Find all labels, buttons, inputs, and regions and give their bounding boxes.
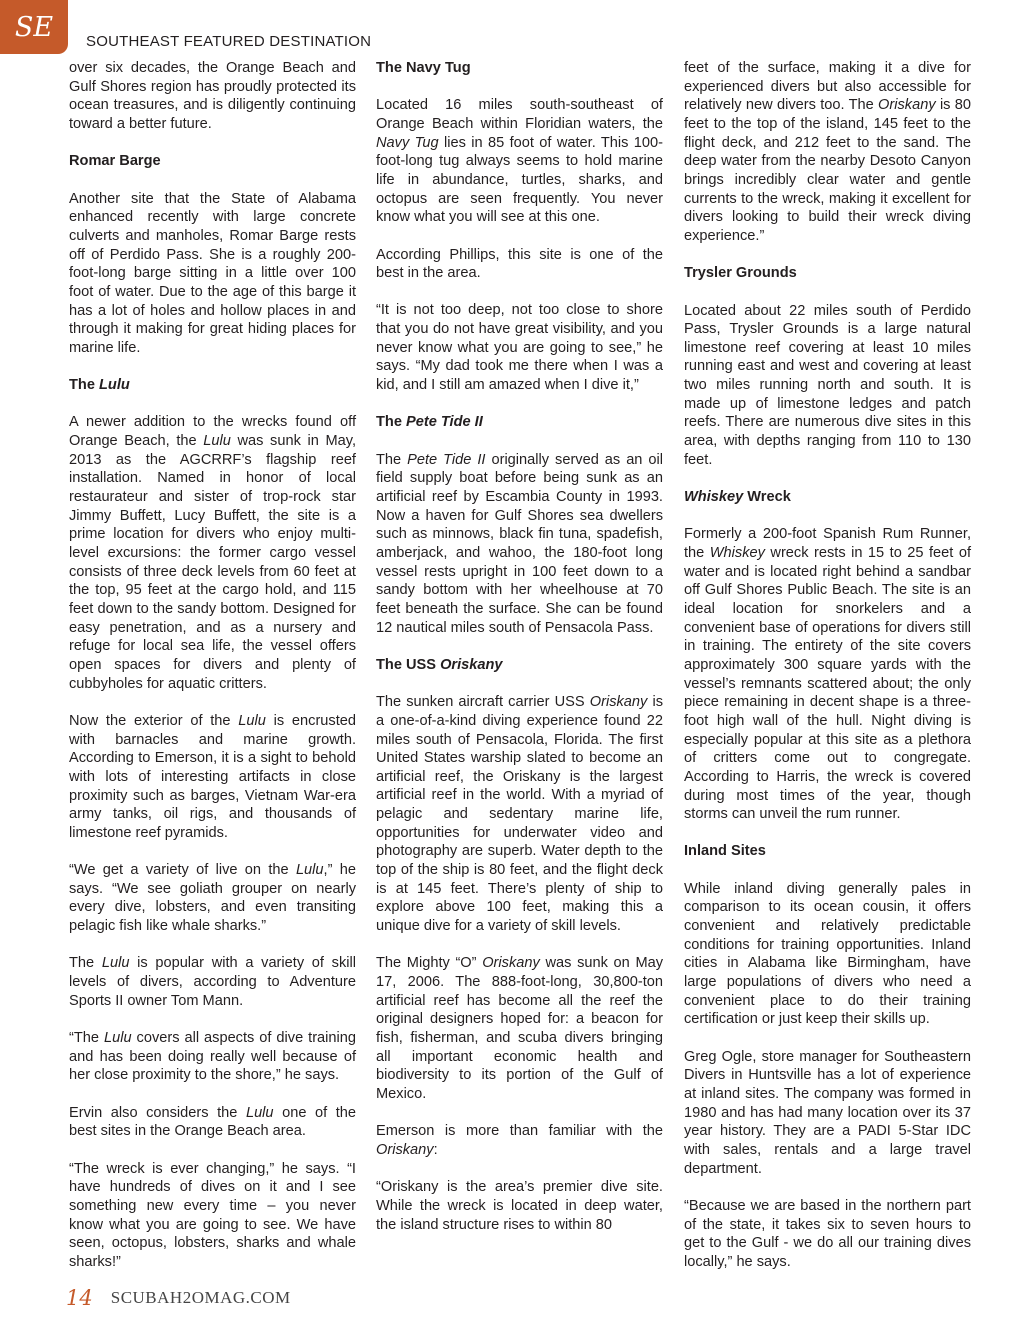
section-label: SOUTHEAST FEATURED DESTINATION bbox=[86, 33, 372, 50]
paragraph: feet of the surface, making it a dive for experienced divers but also accessible for relatively new divers too. The Oriskany is 80 feet to the top of the island, 145 feet to the flight deck, and 212 feet to the sand. The deep water from the nearby Desoto Canyon brings incredibly clear water and gentle currents to the wreck, making it excellent for divers looking to build their wreck diving experience.” bbox=[684, 60, 972, 244]
paragraph: While inland diving generally pales in comparison to its ocean cousin, it offers convenient and relatively predictable conditions for training opportunities. Inland cities in Alabama like Birmingham, have large populations of divers who need a convenient place to do their training certification or just keep their skills up. bbox=[684, 880, 971, 1028]
heading-inland-sites: Inland Sites bbox=[684, 843, 766, 860]
paragraph: Located about 22 miles south of Perdido Pass, Trysler Grounds is a large natural limestone reef covering at least 10 miles running east and west and covering at least two miles running north and south. It is made up of limestone ledges and patch reefs. There are numerous dive sites in this area, with depths ranging from 110 to 130 feet. bbox=[684, 302, 971, 468]
heading-pete-tide: The Pete Tide II bbox=[376, 414, 483, 431]
paragraph: Formerly a 200-foot Spanish Rum Runner, the Whiskey wreck rests in 15 to 25 feet of water and is located right behind a sandbar off Gulf Shores Public Beach. The site is an ideal location for snorkelers and a convenient base of operations for divers still in training. The entirety of the site covers approximately 300 square yards with the vessel’s remnants scattered about; the only piece remaining in decent shape is a three-foot high wall of the hull. Night diving is especially popular at this site as a plethora of critters come out to congregate. According to Harris, the wreck is covered during most times of the year, though storms can unveil the rum runner. bbox=[684, 526, 971, 823]
site-url: SCUBAH2OMAG.COM bbox=[110, 1288, 291, 1307]
page-number: 14 bbox=[66, 1286, 93, 1310]
article-column-3 bbox=[684, 59, 971, 1272]
heading-trysler-grounds: Trysler Grounds bbox=[684, 265, 797, 282]
paragraph: Emerson is more than familiar with the Oriskany: bbox=[376, 1123, 663, 1158]
paragraph: Another site that the State of Alabama enhanced recently with large concrete culverts and manholes, Romar Barge rests off of Perdido Pass. She is a roughly 200-foot-long barge sitting in a little over 100 foot of water. Due to the age of this barge it has a lot of holes and hollow places in and through it making for great hiding places for marine life. bbox=[69, 190, 356, 356]
paragraph: Now the exterior of the Lulu is encrusted with barnacles and marine growth. According to Emerson, it is a sight to behold with lots of interesting artifacts in close proximity such as barges, Vietnam War-era army tanks, oil rigs, and thousands of limestone reef pyramids. bbox=[69, 712, 357, 841]
paragraph: “The wreck is ever changing,” he says. “I have hundreds of dives on it and I see something new every time – you never know what you are going to see. We have seen, octopus, lobsters, sharks and whale sharks!” bbox=[69, 1160, 356, 1270]
paragraph: “Oriskany is the area’s premier dive site. While the wreck is located in deep water, the island structure rises to within 80 bbox=[376, 1179, 663, 1233]
paragraph: “The Lulu covers all aspects of dive training and has been doing really well because of her close proximity to the shore,” he says. bbox=[69, 1030, 357, 1084]
heading-romar-barge: Romar Barge bbox=[69, 153, 161, 170]
paragraph: Located 16 miles south-southeast of Orange Beach within Floridian waters, the Navy Tug lies in 85 foot of water. This 100-foot-long tug always seems to hold marine life in abundance, turtles, sharks, and octopus are seen frequently. You never know what you will see at this one. bbox=[376, 97, 663, 226]
paragraph: The Mighty “O” Oriskany was sunk on May 17, 2006. The 888-foot-long, 30,800-ton artificial reef has become all the reef the original designers hoped for: a beacon for fish, fisherman, and scuba divers bringing all important economic health and biodiversity to its portion of the Gulf of Mexico. bbox=[376, 955, 664, 1102]
badge-text: SE bbox=[14, 11, 54, 43]
paragraph: “We get a variety of live on the Lulu,” he says. “We see goliath grouper on nearly every dive, lobsters, and even transiting pelagic fish like whale sharks.” bbox=[69, 862, 356, 935]
page-footer bbox=[66, 1286, 291, 1310]
paragraph: Ervin also considers the Lulu one of the best sites in the Orange Beach area. bbox=[69, 1104, 356, 1140]
heading-the-lulu: The Lulu bbox=[69, 377, 130, 394]
paragraph: The Lulu is popular with a variety of skill levels of divers, according to Adventure Sports II owner Tom Mann. bbox=[69, 955, 356, 1009]
heading-uss-oriskany: The USS Oriskany bbox=[376, 656, 503, 673]
paragraph: “It is not too deep, not too close to shore that you do not have great visibility, and you never know what you are going to see,” he says. “My dad took me there when I was a kid, and I still am amazed when I dive it,” bbox=[376, 302, 663, 394]
heading-whiskey-wreck: Whiskey Wreck bbox=[684, 489, 791, 506]
paragraph: The Pete Tide II originally served as an oil field supply boat before being sunk as an artificial reef by Escambia County in 1993. Now a haven for Gulf Shores sea dwellers such as minnows, black fin tuna, spadefish, amberjack, and wahoo, the 180-foot long vessel rests upright in 100 feet down to a sandy bottom with her wheelhouse at 70 feet beneath the surface. She can be found 12 nautical miles south of Pensacola Pass. bbox=[376, 451, 663, 636]
paragraph: A newer addition to the wrecks found off Orange Beach, the Lulu was sunk in May, 2013 as the AGCRRF’s flagship reef installation. Named in honor of local restaurateur and sister of trop-rock star Jimmy Buffett, Lucy Buffett, the site is a prime location for divers who enjoy multi-level excursions: the former cargo vessel consists of three deck levels from 60 feet at the top, 95 feet at the cargo hold, and 115 feet down to the sandy bottom. Designed for easy penetration, and as a nursery and refuge for local sea life, the vessel offers open spaces for divers and plenty of cubbyholes for aquatic critters. bbox=[69, 414, 357, 692]
heading-navy-tug: The Navy Tug bbox=[376, 60, 471, 76]
paragraph: According Phillips, this site is one of the best in the area. bbox=[376, 246, 663, 282]
paragraph: The sunken aircraft carrier USS Oriskany is a one-of-a-kind diving experience found 22 miles south of Pensacola, Florida. The first United States warship slated to become an artificial reef, the Oriskany is the largest artificial reef in the world. With a myriad of pelagic and sedentary marine life, opportunities for underwater video and photography are superb. Water depth to the top of the ship is 80 feet, and the flight deck is at 145 feet. There’s plenty of ship to explore above 100 feet, making this a unique dive for a variety of skill levels. bbox=[376, 694, 663, 935]
paragraph: “Because we are based in the northern part of the state, it takes six to seven hours to get to the Gulf - we do all our training dives locally,” he says. bbox=[684, 1197, 971, 1270]
magazine-section-badge bbox=[0, 0, 68, 54]
paragraph: Greg Ogle, store manager for Southeastern Divers in Huntsville has a lot of experience at inland sites. The company was formed in 1980 and has had many location over its 37 year history. They are a PADI 5-Star IDC with sales, rentals and a large travel department. bbox=[684, 1048, 971, 1177]
article-column-2 bbox=[376, 59, 663, 1234]
article-column-1 bbox=[69, 59, 356, 1272]
paragraph: over six decades, the Orange Beach and Gulf Shores region has proudly protected its ocean treasures, and is diligently continuing toward a better future. bbox=[69, 60, 356, 132]
